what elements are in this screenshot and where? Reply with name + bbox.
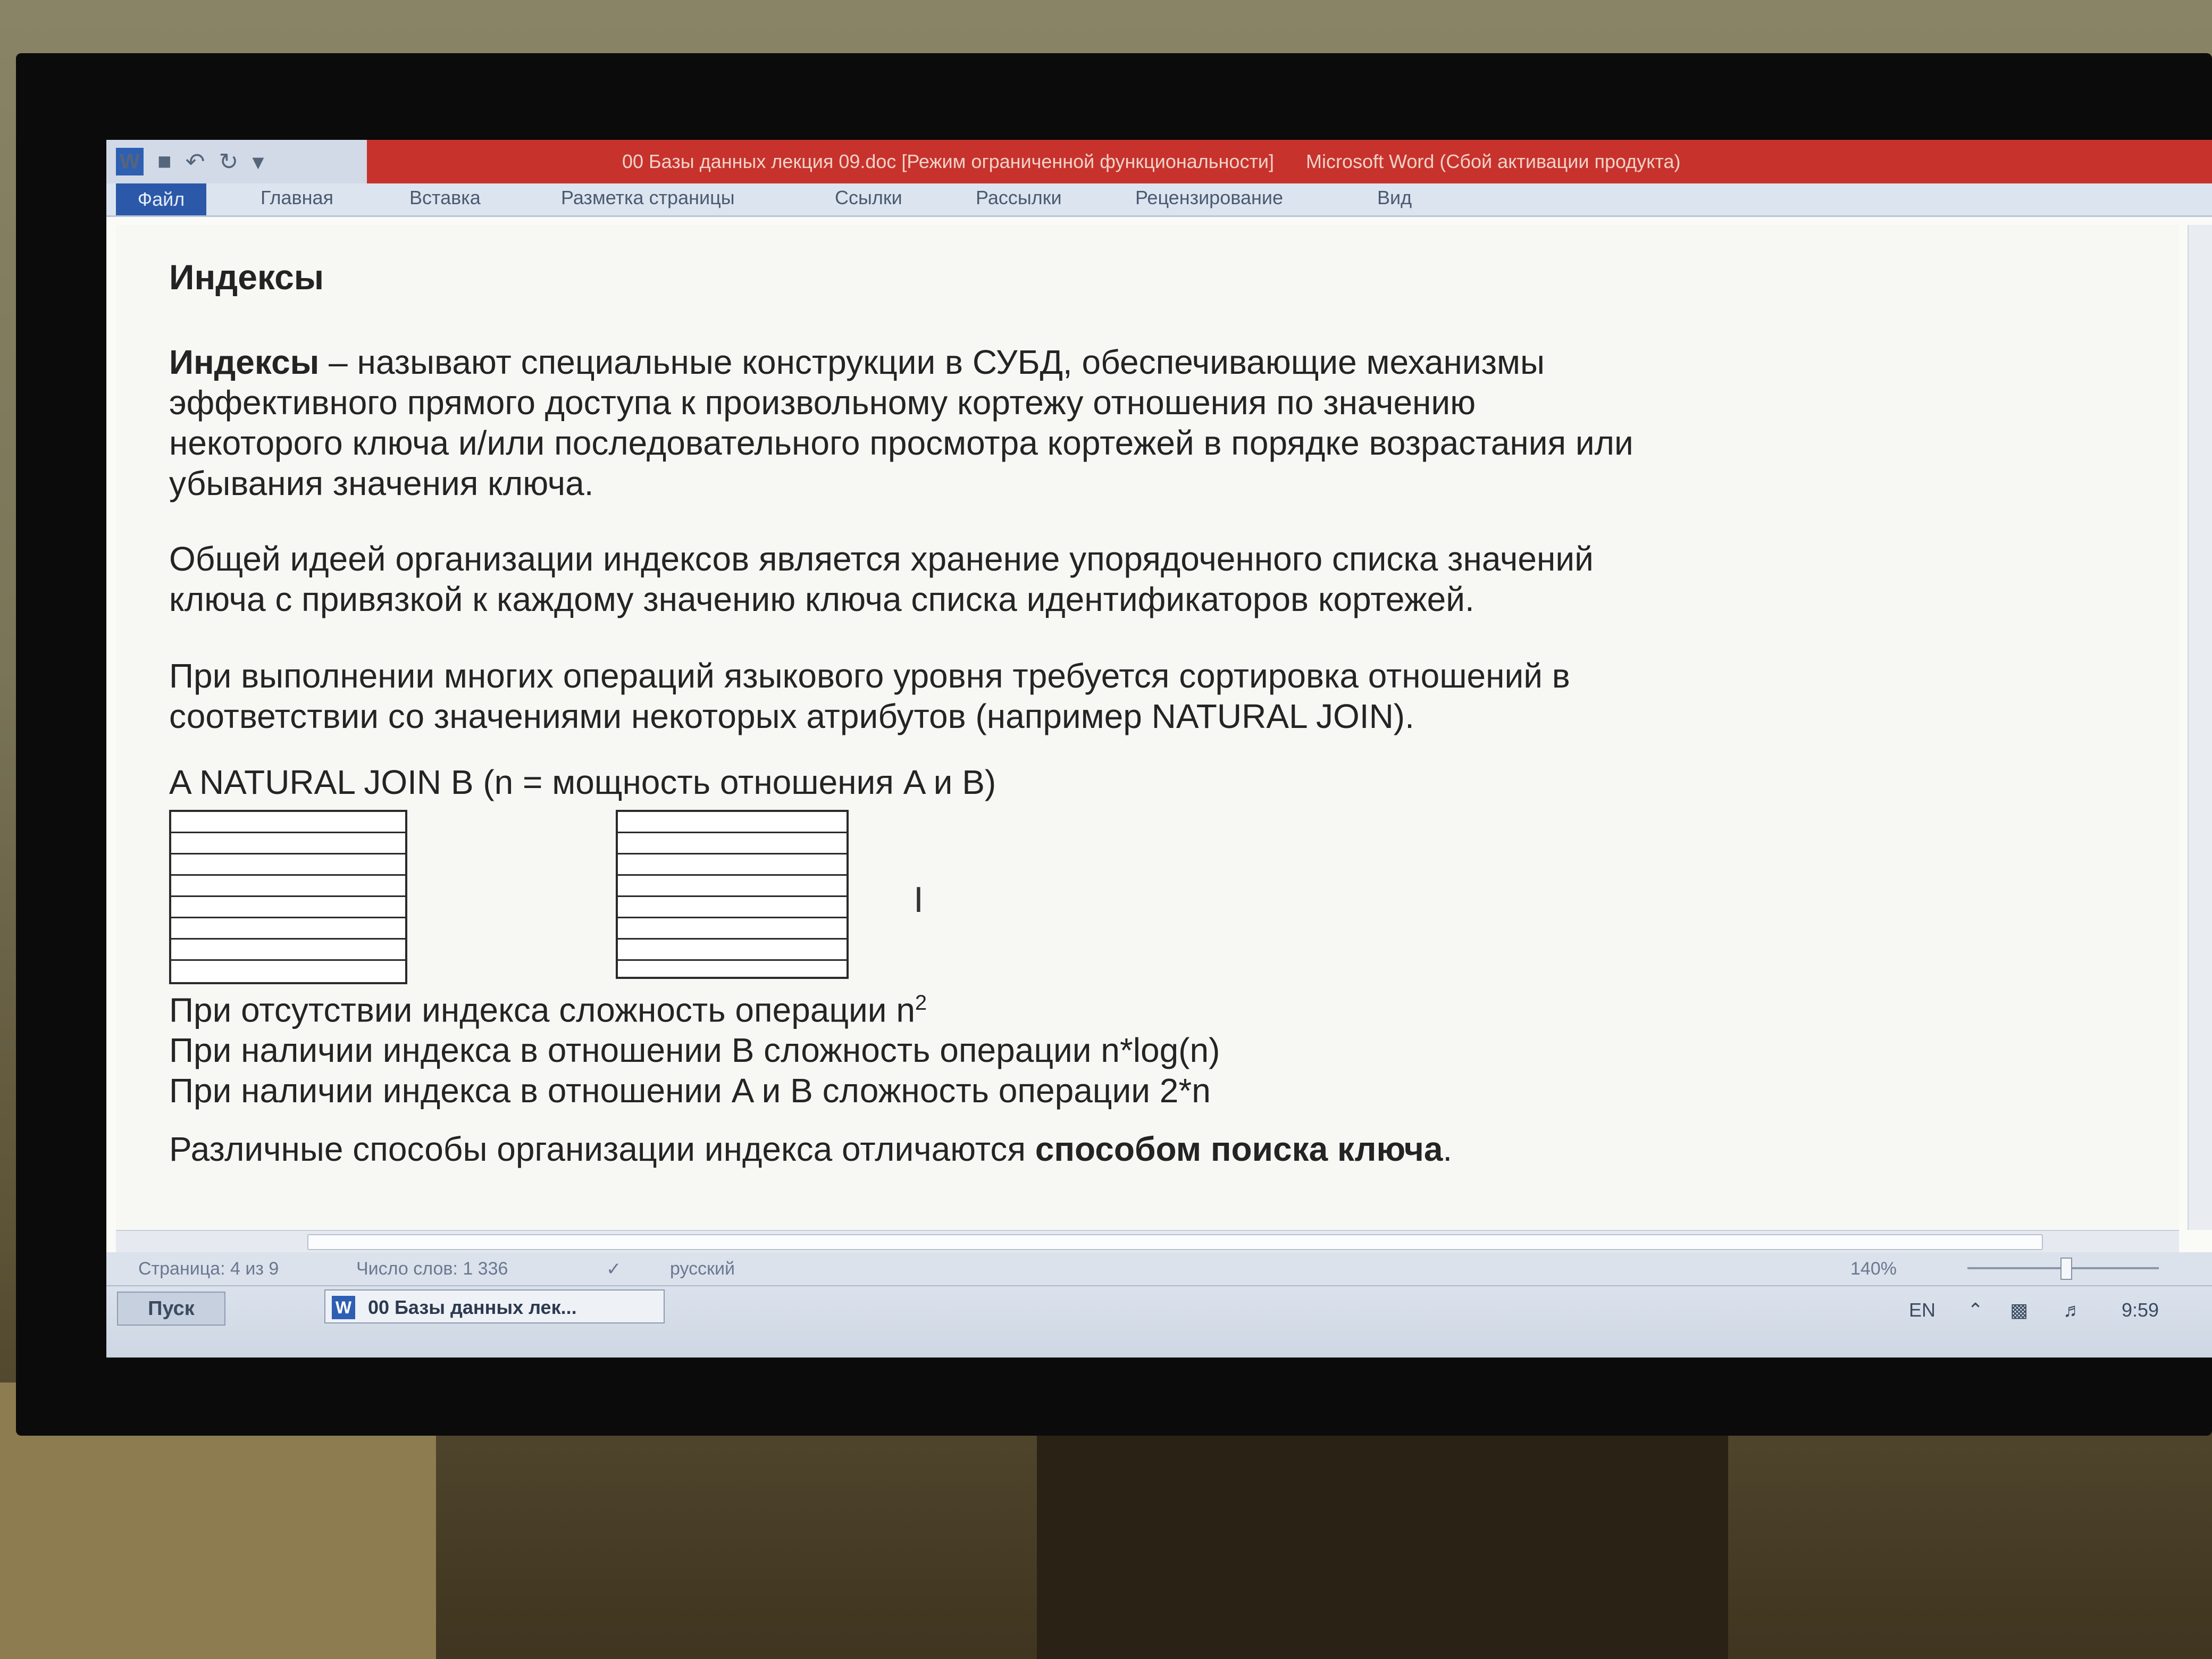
paragraph-text: При выполнении многих операций языкового уровня требуется сортировка отношений в (169, 657, 1570, 695)
page-count[interactable]: Страница: 4 из 9 (138, 1259, 279, 1279)
paragraph-text: При наличии индекса в отношении A и B сложность операции 2*n (169, 1071, 1211, 1110)
paragraph-text: некоторого ключа и/или последовательного просмотра кортежей в порядке возрастания или (169, 424, 1633, 462)
tab-insert[interactable]: Вставка (409, 187, 481, 208)
taskbar-task-label: 00 Базы данных лек... (368, 1296, 577, 1318)
tray-arrow-icon[interactable]: ⌃ (1967, 1299, 1984, 1321)
word-logo-icon[interactable]: W (116, 148, 144, 175)
paragraph-text: Общей идеей организации индексов является хранение упорядоченного списка значений (169, 540, 1594, 578)
language-indicator[interactable]: русский (670, 1259, 735, 1279)
background-shadow (1037, 1436, 1728, 1659)
paragraph-conclusion (169, 1129, 2168, 1169)
tab-file[interactable]: Файл (116, 183, 206, 215)
zoom-level[interactable]: 140% (1850, 1259, 1897, 1279)
title-bar (367, 140, 2212, 183)
status-bar (106, 1252, 2212, 1285)
start-button[interactable]: Пуск (117, 1292, 225, 1326)
tab-review[interactable]: Рецензирование (1135, 187, 1283, 208)
definition-term: Индексы (169, 343, 320, 381)
paragraph-text: убывания значения ключа. (169, 464, 594, 502)
paragraph-text: – называют специальные конструкции в СУБД, обеспечивающие механизмы (319, 343, 1545, 381)
word-icon: W (332, 1296, 355, 1319)
zoom-slider-thumb[interactable] (2060, 1258, 2072, 1280)
quick-access-toolbar (106, 140, 367, 183)
paragraph-text: При наличии индекса в отношении B сложность операции n*log(n) (169, 1031, 1220, 1070)
clock[interactable]: 9:59 (2122, 1299, 2159, 1321)
volume-icon[interactable]: ♬ (2063, 1299, 2082, 1321)
paragraph-text: соответствии со значениями некоторых атрибутов (например NATURAL JOIN). (169, 697, 1414, 735)
vertical-scrollbar[interactable] (2188, 225, 2212, 1230)
app-title: Microsoft Word (Сбой активации продукта) (1306, 150, 1681, 172)
paragraph-text: эффективного прямого доступа к произвольному кортежу отношения по значению (169, 383, 1476, 422)
relation-a-table (169, 810, 407, 984)
paragraph-text: При отсутствии индекса сложность операции n (169, 991, 915, 1029)
paragraph-definition (169, 342, 2168, 504)
paragraph-text: . (1443, 1130, 1453, 1168)
keyboard-language[interactable]: EN (1909, 1299, 1936, 1321)
undo-icon[interactable]: ↶ (185, 148, 205, 175)
tab-page-layout[interactable]: Разметка страницы (561, 187, 735, 208)
tab-references[interactable]: Ссылки (835, 187, 902, 208)
relation-b-table (616, 810, 849, 979)
customize-toolbar-icon[interactable]: ▾ (252, 148, 264, 175)
horizontal-scroll-thumb[interactable] (307, 1234, 2043, 1250)
tab-home[interactable]: Главная (261, 187, 334, 208)
document-heading: Индексы (169, 257, 324, 297)
text-cursor-icon: I (914, 879, 924, 920)
complexity-lines (169, 983, 2168, 1111)
save-icon[interactable]: ■ (157, 148, 172, 174)
ribbon-tabs (106, 183, 2212, 217)
taskbar-word-document[interactable] (324, 1289, 665, 1323)
word-window (106, 140, 2212, 1358)
paragraph-text: Различные способы организации индекса отличаются (169, 1130, 1035, 1168)
network-icon[interactable]: ▩ (2010, 1299, 2029, 1321)
superscript: 2 (915, 991, 927, 1015)
bold-phrase: способом поиска ключа (1035, 1130, 1443, 1168)
paragraph-text: ключа с привязкой к каждому значению ключа списка идентификаторов кортежей. (169, 580, 1474, 618)
tab-view[interactable]: Вид (1377, 187, 1412, 208)
document-page[interactable] (116, 225, 2179, 1230)
document-title: 00 Базы данных лекция 09.doc [Режим ограниченной функциональности] (622, 150, 1275, 172)
redo-icon[interactable]: ↻ (219, 148, 239, 175)
spellcheck-icon[interactable]: ✓ (606, 1259, 622, 1279)
tab-mailings[interactable]: Рассылки (976, 187, 1062, 208)
paragraph-general-idea (169, 539, 2168, 619)
horizontal-scrollbar[interactable] (116, 1230, 2179, 1252)
join-line (169, 762, 2168, 802)
word-count[interactable]: Число слов: 1 336 (356, 1259, 508, 1279)
paragraph-text: A NATURAL JOIN B (n = мощность отношения A и B) (169, 763, 996, 801)
taskbar (106, 1285, 2212, 1358)
paragraph-sorting (169, 656, 2168, 736)
